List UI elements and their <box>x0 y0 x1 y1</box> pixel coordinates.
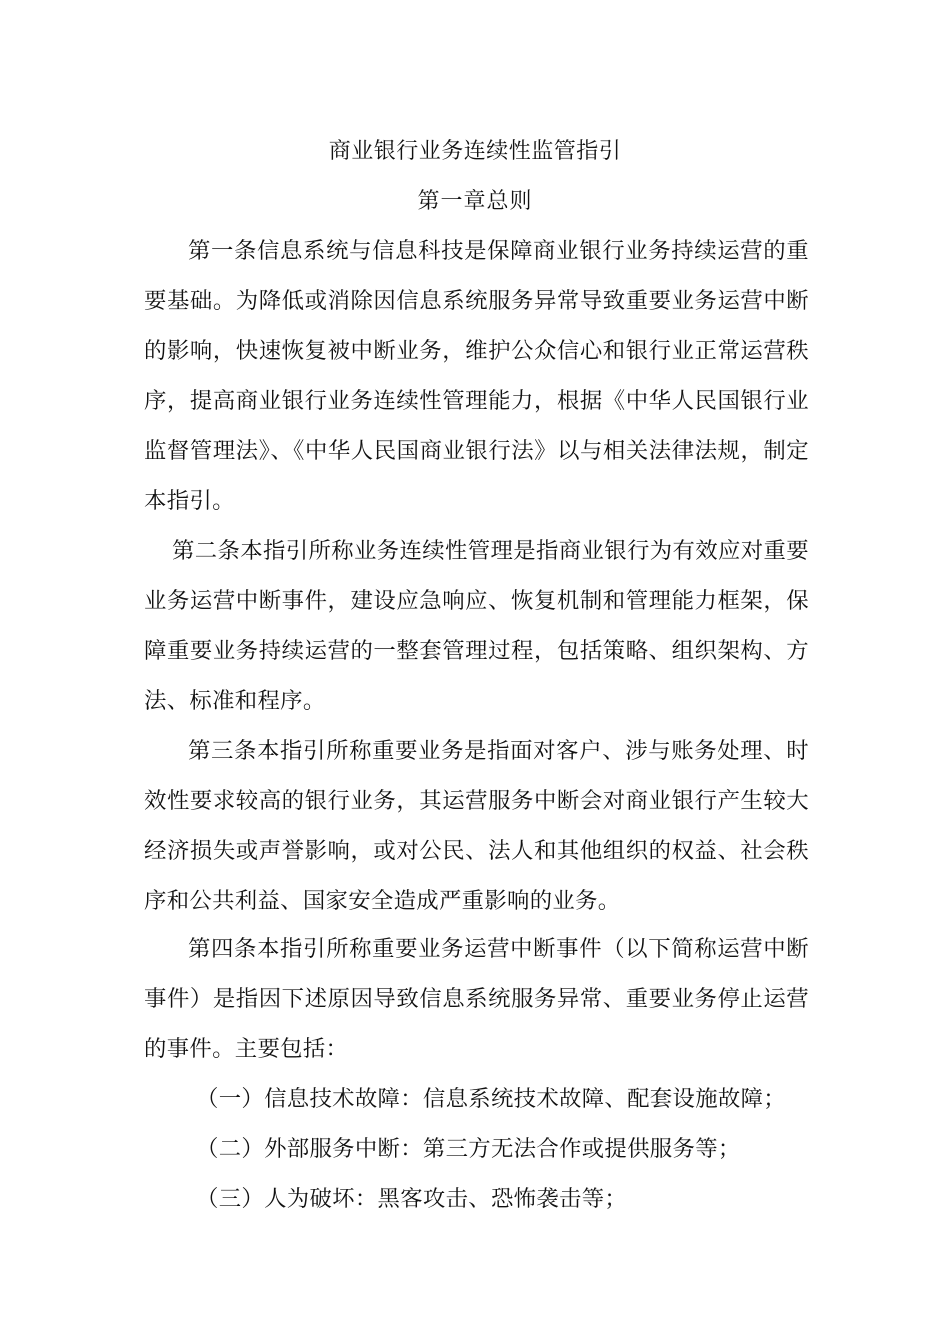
article-1: 第一条信息系统与信息科技是保障商业银行业务持续运营的重要基础。为降低或消除因信息系统服务异常导致重要业务运营中断的影响，快速恢复被中断业务，维护公众信心和银行业正常运营秩序，提高商业银行业务连续性管理能力，根据《中华人民国银行业监督管理法》、《中华人民国商业银行法》以与相关法律法规，制定本指引。 <box>144 238 809 514</box>
article-4: 第四条本指引所称重要业务运营中断事件（以下简称运营中断事件）是指因下述原因导致信息系统服务异常、重要业务停止运营的事件。主要包括： <box>144 936 809 1062</box>
article-2: 第二条本指引所称业务连续性管理是指商业银行为有效应对重要业务运营中断事件，建设应急响应、恢复机制和管理能力框架，保障重要业务持续运营的一整套管理过程，包括策略、组织架构、方法、标准和程序。 <box>144 538 809 714</box>
list-item-1: （一）信息技术故障：信息系统技术故障、配套设施故障； <box>196 1086 786 1112</box>
chapter-heading: 第一章总则 <box>417 189 533 214</box>
list-item-2: （二）外部服务中断：第三方无法合作或提供服务等； <box>196 1136 741 1162</box>
list-item-3: （三）人为破坏：黑客攻击、恐怖袭击等； <box>196 1186 628 1212</box>
article-3: 第三条本指引所称重要业务是指面对客户、涉与账务处理、时效性要求较高的银行业务，其运营服务中断会对商业银行产生较大经济损失或声誉影响，或对公民、法人和其他组织的权益、社会秩序和公共利益、国家安全造成严重影响的业务。 <box>144 738 809 914</box>
document-title: 商业银行业务连续性监管指引 <box>328 139 622 164</box>
